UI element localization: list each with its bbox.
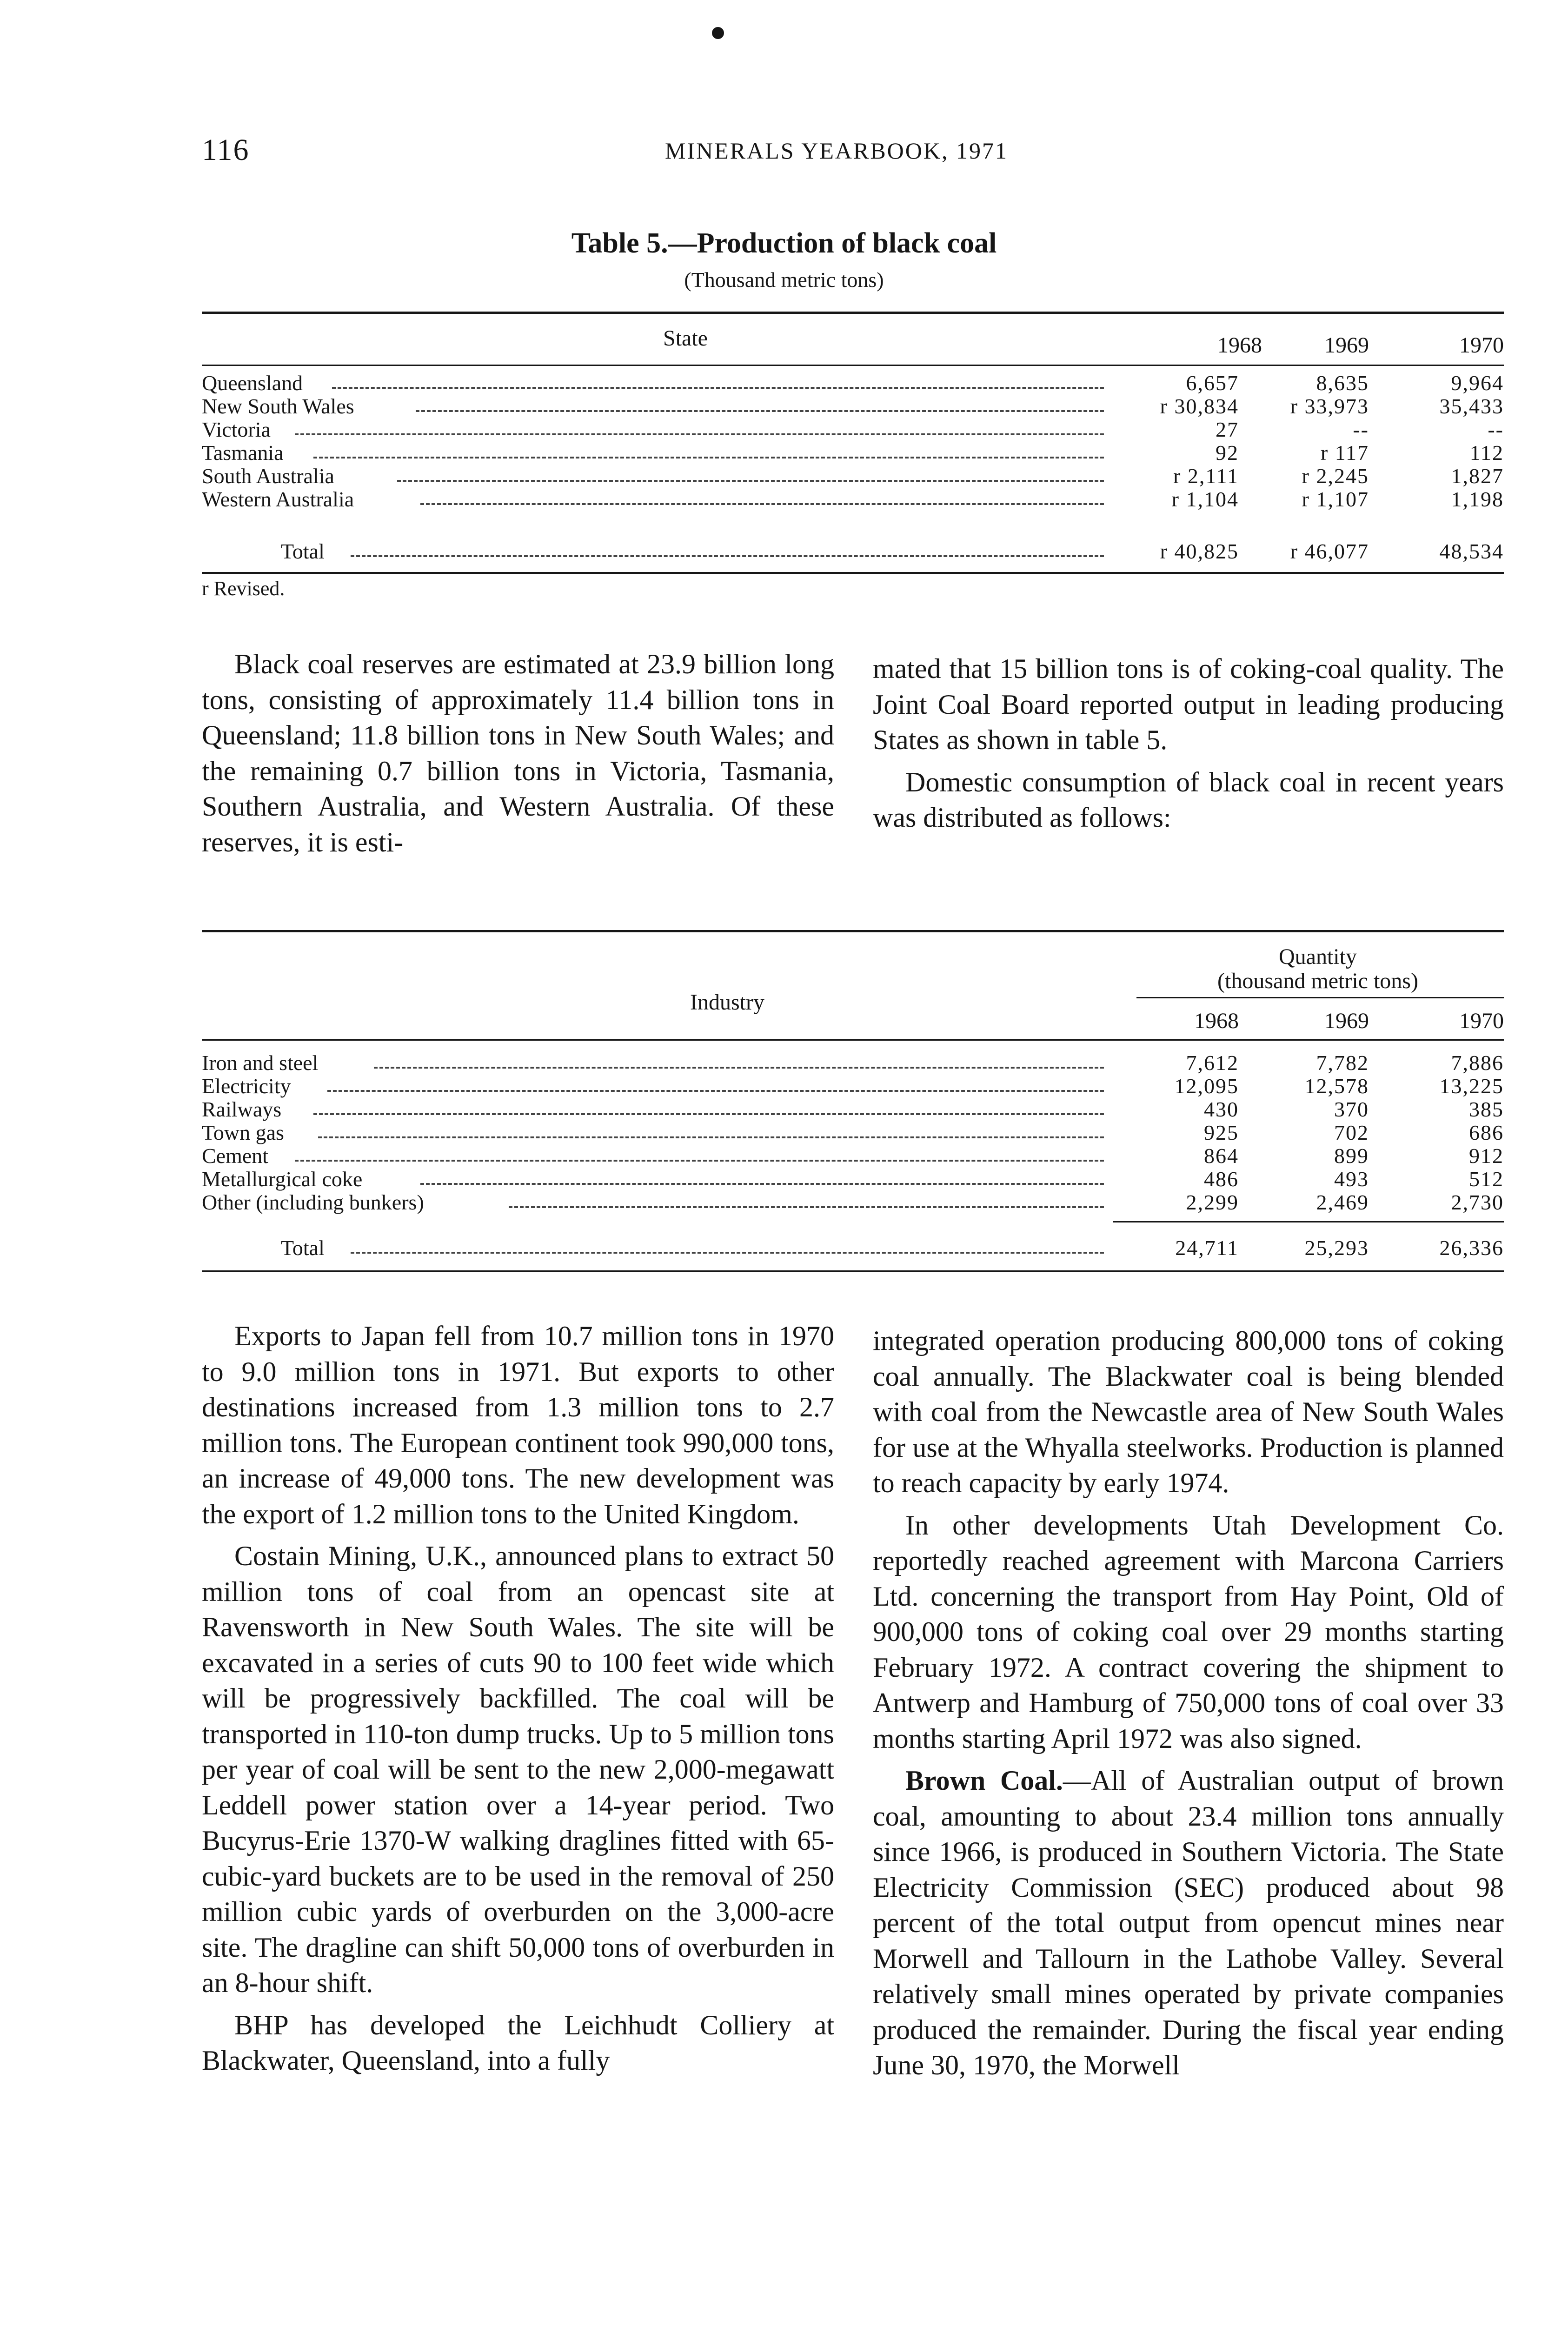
table5-state-label: Queensland (202, 371, 303, 395)
table-row (202, 418, 1504, 442)
table5-subtitle: (Thousand metric tons) (684, 268, 884, 292)
industry-cell: 370 (1334, 1097, 1369, 1121)
table5-total-cell: r 46,077 (1290, 539, 1369, 563)
dot-leader (313, 1113, 1104, 1115)
table5-total-label: Total (281, 539, 325, 563)
table5-state-label: Tasmania (202, 441, 284, 465)
table5-cell: -- (1488, 418, 1504, 441)
text-column-left-1 (202, 646, 834, 860)
industry-cell: 2,299 (1186, 1190, 1239, 1214)
industry-total-label: Total (281, 1236, 325, 1260)
industry-cell: 7,782 (1316, 1051, 1369, 1075)
table5-cell: 1,198 (1451, 487, 1504, 511)
table5-state-label: Western Australia (202, 487, 354, 511)
table5-cell: 9,964 (1451, 371, 1504, 395)
industry-cell: 486 (1204, 1167, 1239, 1191)
industry-label: Town gas (202, 1121, 284, 1144)
industry-cell: 512 (1469, 1167, 1504, 1191)
industry-table-top-rule (202, 930, 1504, 932)
paragraph-exports: Exports to Japan fell from 10.7 million tons in 1970 to 9.0 million tons in 1971. But exports to other destinations increased from 1.3 million tons to 2.7 million tons. The European continent took 990,000 tons, an increase of 49,000 tons. The new development was the export of 1.2 million tons to the United Kingdom. (202, 1321, 834, 1529)
dot-leader (420, 503, 1104, 505)
industry-total-cell: 25,293 (1304, 1236, 1369, 1260)
dot-leader (295, 1160, 1104, 1162)
table5-cell: 112 (1469, 441, 1504, 465)
dot-leader (416, 410, 1104, 412)
text-column-left-2 (202, 1318, 834, 2079)
industry-col-header: Industry (690, 990, 764, 1015)
industry-total-cell: 26,336 (1439, 1236, 1504, 1260)
table5-state-label: South Australia (202, 464, 334, 488)
dot-leader (351, 555, 1104, 557)
industry-label: Metallurgical coke (202, 1167, 363, 1191)
industry-year-1968: 1968 (1194, 1009, 1239, 1033)
running-title: MINERALS YEARBOOK, 1971 (665, 138, 1008, 164)
table-row (202, 1190, 1504, 1215)
table5-cell: r 2,111 (1173, 464, 1239, 488)
dot-leader (509, 1206, 1104, 1208)
table5-bottom-rule (202, 572, 1504, 574)
table5-cell: -- (1353, 418, 1369, 441)
paragraph-bhp: BHP has developed the Leichhudt Colliery at Blackwater, Queensland, into a fully (202, 2009, 834, 2076)
text-column-right-1 (873, 651, 1504, 836)
table5 (202, 326, 1504, 586)
industry-cell: 2,730 (1451, 1190, 1504, 1214)
industry-cell: 925 (1204, 1121, 1239, 1144)
table5-total-cell: 48,534 (1439, 539, 1504, 563)
industry-label: Iron and steel (202, 1051, 319, 1075)
industry-label: Other (including bunkers) (202, 1190, 424, 1214)
table-row (202, 1167, 1504, 1191)
table-row (202, 371, 1504, 395)
industry-cell: 686 (1469, 1121, 1504, 1144)
table5-year-1970: 1970 (1459, 333, 1504, 358)
industry-total-row (202, 1236, 1504, 1260)
table5-total-row (202, 539, 1504, 564)
industry-cell: 864 (1204, 1144, 1239, 1168)
industry-table (202, 939, 1504, 1293)
table-row (202, 1121, 1504, 1145)
dot-leader (374, 1067, 1104, 1069)
table5-year-1968: 1968 (1217, 333, 1262, 358)
table5-state-label: Victoria (202, 418, 271, 441)
table5-cell: 92 (1216, 441, 1239, 465)
table5-cell: r 2,245 (1302, 464, 1369, 488)
table5-cell: r 117 (1320, 441, 1369, 465)
industry-label: Railways (202, 1097, 282, 1121)
industry-year-1969: 1969 (1324, 1009, 1369, 1033)
dot-leader (318, 1136, 1104, 1138)
table5-cell: r 1,107 (1302, 487, 1369, 511)
brown-coal-text: —All of Australian output of brown coal, amounting to about 23.4 million tons annually since 1966, is produced in Southern Victoria. The State Electricity Commission (SEC) produced about 98 percent of the total output from opencut mines near Morwell and Tallourn in the Lathobe Valley. Several relatively small mines operated by private companies produced the remainder. During the fiscal year ending June 30, 1970, the Morwell (873, 1765, 1504, 2080)
table-row (202, 464, 1504, 488)
dot-leader (313, 457, 1104, 458)
ink-dot-mark (712, 27, 724, 39)
table-row (202, 441, 1504, 465)
paragraph-bhp-continued: integrated operation producing 800,000 tons of coking coal annually. The Blackwater coal is being blended with coal from the Newcastle area of New South Wales for use at the Whyalla steelworks. Production is planned to reach capacity by early 1974. (873, 1325, 1504, 1498)
industry-year-1970: 1970 (1459, 1009, 1504, 1033)
industry-label: Cement (202, 1144, 269, 1168)
table5-header-rule (202, 365, 1504, 366)
table-row (202, 1144, 1504, 1168)
table5-cell: 8,635 (1316, 371, 1369, 395)
industry-cell: 702 (1334, 1121, 1369, 1144)
dot-leader (332, 387, 1104, 389)
industry-cell: 912 (1469, 1144, 1504, 1168)
table-row (202, 394, 1504, 418)
paragraph-utah: In other developments Utah Development Co. reportedly reached agreement with Marcona Carriers Ltd. concerning the transport from Hay Point, Old of 900,000 tons of coking coal over 29 months starting February 1972. A contract covering the shipment to Antwerp and Hamburg of 750,000 tons of coal over 33 months starting April 1972 was also signed. (873, 1509, 1504, 1754)
text-column-right-2 (873, 1323, 1504, 2083)
industry-label: Electricity (202, 1074, 291, 1098)
table5-year-1969: 1969 (1324, 333, 1369, 358)
industry-cell: 493 (1334, 1167, 1369, 1191)
paragraph-reserves-continued: mated that 15 billion tons is of coking-coal quality. The Joint Coal Board reported output in leading producing States as shown in table 5. (873, 653, 1504, 755)
page-number: 116 (202, 133, 250, 167)
table5-total-cell: r 40,825 (1160, 539, 1239, 563)
unit-label: (thousand metric tons) (1217, 969, 1418, 993)
dot-leader (420, 1183, 1104, 1185)
table5-title: Table 5.—Production of black coal (571, 227, 997, 259)
table5-cell: 1,827 (1451, 464, 1504, 488)
dot-leader (397, 480, 1104, 482)
industry-cell: 13,225 (1439, 1074, 1504, 1098)
brown-coal-heading: Brown Coal. (905, 1765, 1063, 1796)
industry-cell: 7,612 (1186, 1051, 1239, 1075)
paragraph-domestic: Domestic consumption of black coal in recent years was distributed as follows: (873, 766, 1504, 833)
industry-cell: 430 (1204, 1097, 1239, 1121)
industry-total-cell: 24,711 (1175, 1236, 1239, 1260)
industry-cell: 385 (1469, 1097, 1504, 1121)
quantity-label: Quantity (1279, 944, 1357, 969)
industry-subtotal-rule (1113, 1221, 1504, 1222)
table5-footnote: r Revised. (202, 577, 285, 600)
industry-header-rule (202, 1039, 1504, 1041)
paragraph-reserves: Black coal reserves are estimated at 23.9 billion long tons, consisting of approximately 11.4 billion tons in Queensland; 11.8 billion tons in New South Wales; and the remaining 0.7 billion tons in Victoria, Tasmania, Southern Australia, and Western Australia. Of these reserves, it is esti- (202, 649, 834, 857)
table-row (202, 1074, 1504, 1098)
table5-cell: 6,657 (1186, 371, 1239, 395)
table5-cell: r 1,104 (1171, 487, 1239, 511)
industry-bottom-rule (202, 1270, 1504, 1272)
table5-top-rule (202, 312, 1504, 314)
table-row (202, 1097, 1504, 1122)
dot-leader (295, 433, 1104, 435)
quantity-group-rule (1136, 997, 1504, 998)
table-row (202, 1051, 1504, 1075)
dot-leader (327, 1090, 1104, 1092)
industry-cell: 12,578 (1304, 1074, 1369, 1098)
industry-cell: 7,886 (1451, 1051, 1504, 1075)
paragraph-costain: Costain Mining, U.K., announced plans to extract 50 million tons of coal from an opencast site at Ravensworth in New South Wales. The site will be excavated in a series of cuts 90 to 100 feet wide which will be progressively backfilled. The coal will be transported in 110-ton dump trucks. Up to 5 million tons per year of coal will be sent to the new 2,000-megawatt Leddell power station over a 14-year period. Two Bucyrus-Erie 1370-W walking draglines fitted with 65-cubic-yard buckets are to be used in the removal of 250 million cubic yards of overburden on the 3,000-acre site. The dragline can shift 50,000 tons of overburden in an 8-hour shift. (202, 1541, 834, 1998)
industry-cell: 899 (1334, 1144, 1369, 1168)
paragraph-brown-coal (873, 1763, 1504, 2083)
industry-cell: 12,095 (1174, 1074, 1239, 1098)
table5-cell: 35,433 (1439, 394, 1504, 418)
table5-cell: r 30,834 (1160, 394, 1239, 418)
table5-cell: 27 (1216, 418, 1239, 441)
table5-cell: r 33,973 (1290, 394, 1369, 418)
dot-leader (351, 1252, 1104, 1254)
table5-state-label: New South Wales (202, 394, 354, 418)
industry-cell: 2,469 (1316, 1190, 1369, 1214)
table-row (202, 487, 1504, 512)
table5-col-state: State (663, 326, 708, 351)
